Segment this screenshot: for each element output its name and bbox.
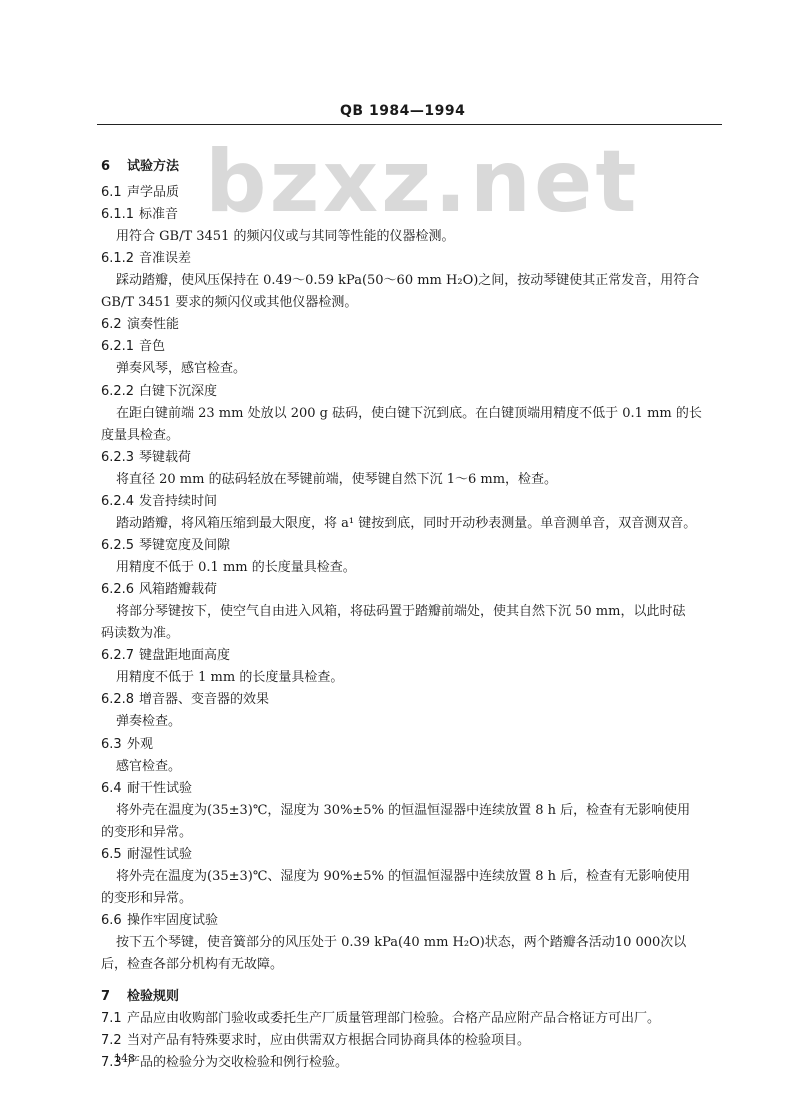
section-number: 6.3	[101, 737, 122, 752]
section-heading: 键盘距地面高度	[139, 648, 231, 663]
section-number: 6.2.2	[101, 384, 135, 399]
section-number: 7.3	[101, 1055, 122, 1070]
section-number: 6.4	[101, 781, 122, 796]
paragraph-line: GB/T 3451 要求的频闪仪或其他仪器检测。	[101, 295, 358, 310]
section-heading: 音色	[139, 339, 166, 354]
section-line	[101, 581, 217, 599]
section-number: 6.2.8	[101, 692, 135, 707]
section-line	[101, 383, 217, 401]
paragraph-line: 感官检查。	[116, 759, 182, 774]
section-heading: 琴键载荷	[139, 450, 192, 465]
paragraph-line: 的变形和异常。	[101, 891, 193, 906]
section-heading: 声学品质	[127, 185, 180, 200]
paragraph-line: 将直径 20 mm 的砝码轻放在琴键前端，使琴键自然下沉 1～6 mm，检查。	[116, 472, 558, 487]
section-line	[101, 537, 230, 555]
section-line	[101, 1032, 530, 1050]
section-line	[101, 206, 178, 224]
section-heading: 音准误差	[139, 251, 192, 266]
section-line	[101, 449, 191, 467]
section-heading: 风箱踏瓣载荷	[139, 582, 218, 597]
section-number: 6.2.6	[101, 582, 135, 597]
paragraph-line: 在距白键前端 23 mm 处放以 200 g 砝码，使白键下沉到底。在白键顶端用精度不低于 0.1 mm 的长	[116, 406, 702, 421]
section-line	[101, 250, 191, 268]
section-number: 6.2.5	[101, 538, 135, 553]
section-number: 7.1	[101, 1011, 122, 1026]
section-line	[101, 846, 192, 864]
section-line	[101, 736, 153, 754]
section-line	[101, 1054, 348, 1072]
section-number: 6	[101, 159, 111, 174]
paragraph-line: 将部分琴键按下，使空气自由进入风箱，将砝码置于踏瓣前端处，使其自然下沉 50 mm，以此时砝	[116, 604, 686, 619]
section-number: 6.2	[101, 317, 122, 332]
page-number: 148	[114, 1052, 135, 1065]
section-number: 6.1.1	[101, 207, 135, 222]
paragraph-line: 度量具检查。	[101, 428, 180, 443]
section-heading: 试验方法	[127, 159, 180, 174]
section-line	[101, 691, 269, 709]
paragraph-line: 用精度不低于 0.1 mm 的长度量具检查。	[116, 560, 356, 575]
paragraph-line: 将外壳在温度为(35±3)℃，湿度为 30%±5% 的恒温恒湿器中连续放置 8 h 后，检查有无影响使用	[116, 803, 691, 818]
section-heading: 当对产品有特殊要求时，应由供需双方根据合同协商具体的检验项目。	[127, 1033, 531, 1048]
section-line	[101, 158, 179, 176]
paragraph-line: 按下五个琴键，使音簧部分的风压处于 0.39 kPa(40 mm H₂O)状态，两个踏瓣各活动10 000次以	[116, 935, 687, 950]
section-heading: 标准音	[139, 207, 179, 222]
section-line	[101, 338, 165, 356]
section-line	[101, 780, 192, 798]
section-number: 6.6	[101, 913, 122, 928]
section-line	[101, 493, 217, 511]
section-number: 6.2.1	[101, 339, 135, 354]
section-heading: 白键下沉深度	[139, 384, 218, 399]
standard-code-header: QB 1984—1994	[340, 103, 466, 119]
section-heading: 产品的检验分为交收检验和例行检验。	[127, 1055, 349, 1070]
section-line	[101, 184, 179, 202]
paragraph-line: 弹奏风琴，感官检查。	[116, 361, 247, 376]
section-heading: 操作牢固度试验	[127, 913, 219, 928]
section-line	[101, 988, 179, 1006]
watermark: bzxz.net	[205, 132, 640, 232]
section-number: 6.2.3	[101, 450, 135, 465]
section-heading: 外观	[127, 737, 154, 752]
section-heading: 琴键宽度及间隙	[139, 538, 231, 553]
section-heading: 耐干性试验	[127, 781, 193, 796]
header-rule	[97, 124, 722, 125]
section-line	[101, 647, 230, 665]
section-number: 7.2	[101, 1033, 122, 1048]
paragraph-line: 踏动踏瓣，将风箱压缩到最大限度，将 a¹ 键按到底，同时开动秒表测量。单音测单音，双音测双音。	[116, 516, 697, 531]
paragraph-line: 用符合 GB/T 3451 的频闪仪或与其同等性能的仪器检测。	[116, 229, 455, 244]
section-number: 6.1.2	[101, 251, 135, 266]
paragraph-line: 码读数为准。	[101, 626, 180, 641]
section-heading: 增音器、变音器的效果	[139, 692, 270, 707]
section-heading: 耐湿性试验	[127, 847, 193, 862]
paragraph-line: 将外壳在温度为(35±3)℃、湿度为 90%±5% 的恒温恒湿器中连续放置 8 h 后，检查有无影响使用	[116, 869, 691, 884]
paragraph-line: 弹奏检查。	[116, 714, 182, 729]
section-line	[101, 912, 218, 930]
section-heading: 发音持续时间	[139, 494, 218, 509]
section-heading: 产品应由收购部门验收或委托生产厂质量管理部门检验。合格产品应附产品合格证方可出厂。	[127, 1011, 661, 1026]
section-number: 6.1	[101, 185, 122, 200]
paragraph-line: 的变形和异常。	[101, 825, 193, 840]
section-number: 6.5	[101, 847, 122, 862]
paragraph-line: 踩动踏瓣，使风压保持在 0.49～0.59 kPa(50～60 mm H₂O)之间，按动琴键使其正常发音，用符合	[116, 273, 700, 288]
section-line	[101, 1010, 660, 1028]
section-line	[101, 316, 179, 334]
section-heading: 演奏性能	[127, 317, 180, 332]
paragraph-line: 后，检查各部分机构有无故障。	[101, 957, 284, 972]
paragraph-line: 用精度不低于 1 mm 的长度量具检查。	[116, 670, 344, 685]
section-number: 7	[101, 989, 111, 1004]
section-number: 6.2.4	[101, 494, 135, 509]
section-heading: 检验规则	[127, 989, 180, 1004]
section-number: 6.2.7	[101, 648, 135, 663]
